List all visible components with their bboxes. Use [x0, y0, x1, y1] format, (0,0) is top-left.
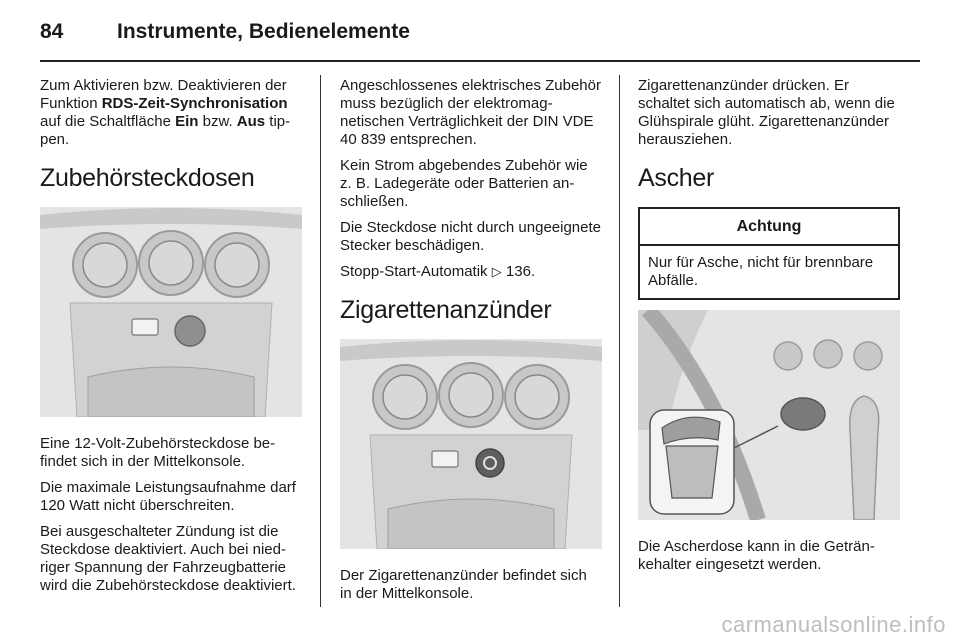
ein-label: Ein: [175, 113, 199, 130]
ignition-off-text: Bei ausgeschalteter Zündung ist die Steckdose deaktiviert. Auch bei niedriger Spannung der Fahrzeugbatterie wird die Zubehörsteckdose deaktiviert.: [40, 523, 296, 594]
header-rule: [40, 60, 920, 62]
column-divider-1: [320, 75, 321, 607]
emc-text: Angeschlossenes elektrisches Zubehör muss bezüglich der elektromagnetischen Verträglichkeit der DIN VDE 40 839 entsprechen.: [340, 77, 601, 148]
caution-box: [638, 207, 900, 300]
lighter-location-text: Der Zigarettenanzünder befindet sich in der Mittelkonsole.: [340, 567, 587, 602]
column-3: [638, 77, 900, 582]
rds-function-name: RDS-Zeit-Synchronisation: [101, 95, 288, 112]
ashtray-cupholder-text: Die Ascherdose kann in die Getränkehalter eingesetzt werden.: [638, 538, 875, 573]
max-power-text: Die maximale Leistungsaufnahme darf 120 Watt nicht überschreiten.: [40, 479, 296, 514]
outlet-location-text: Eine 12-Volt-Zubehörsteckdose befindet sich in der Mittelkonsole.: [40, 435, 276, 470]
aus-label: Aus: [236, 113, 266, 130]
lighter-usage-text: Zigarettenanzünder drücken. Er schaltet sich automatisch ab, wenn die Glühspirale glüht. Zigarettenanzünder herausziehen.: [638, 77, 895, 148]
ashtray-figure: [638, 310, 900, 520]
cigarette-lighter-figure: [340, 339, 602, 549]
stop-start-reference: Stopp-Start-Automatik ▷ 136.: [340, 263, 536, 280]
section-heading-power-outlets: Zubehörsteckdosen: [40, 164, 255, 192]
caution-title: Achtung: [640, 209, 898, 246]
section-heading-cigarette-lighter: Zigarettenanzünder: [340, 296, 552, 324]
section-heading-ashtray: Ascher: [638, 164, 715, 192]
page-header: [40, 18, 920, 58]
page-number: 84: [40, 20, 64, 43]
rds-paragraph: Zum Aktivieren bzw. Deaktivieren der Funktion RDS-Zeit-Synchronisation auf die Schaltfläche Ein bzw. Aus tippen.: [40, 77, 291, 148]
plug-warning-text: Die Steckdose nicht durch ungeeignete Stecker beschädigen.: [340, 219, 602, 254]
watermark: carmanualsonline.info: [721, 612, 946, 637]
triangle-right-icon: ▷: [491, 264, 502, 279]
power-outlet-figure: [40, 207, 302, 417]
column-2: [340, 77, 602, 611]
chapter-title: Instrumente, Bedienelemente: [117, 20, 410, 43]
caution-body: Nur für Asche, nicht für brennbare Abfälle.: [648, 254, 874, 289]
column-divider-2: [619, 75, 620, 607]
no-charger-text: Kein Strom abgebendes Zubehör wie z. B. Ladegeräte oder Batterien anschließen.: [340, 157, 588, 210]
column-1: [40, 77, 302, 603]
page-reference-number: 136: [505, 263, 531, 280]
